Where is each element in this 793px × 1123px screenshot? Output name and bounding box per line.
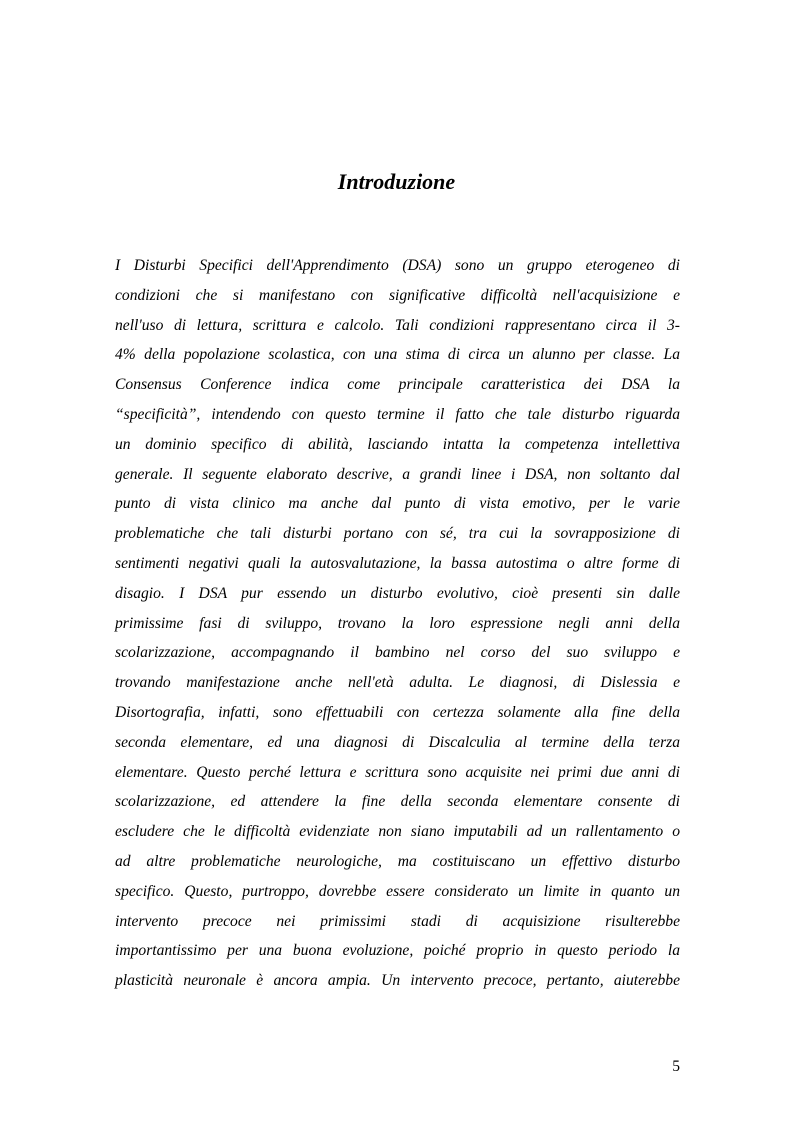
text-line: trovando manifestazione anche nell'età adulta. Le diagnosi, di Dislessia e (115, 674, 680, 692)
text-line: disagio. I DSA pur essendo un disturbo evolutivo, cioè presenti sin dalle (115, 584, 680, 602)
text-line: specifico. Questo, purtroppo, dovrebbe essere considerato un limite in quanto un (115, 882, 680, 900)
text-line: escludere che le difficoltà evidenziate non siano imputabili ad un rallentamento o (115, 823, 680, 841)
text-line: nell'uso di lettura, scrittura e calcolo. Tali condizioni rappresentano circa il 3- (115, 316, 680, 334)
text-line: importantissimo per una buona evoluzione, poiché proprio in questo periodo la (115, 942, 680, 960)
text-line: intervento precoce nei primissimi stadi di acquisizione risulterebbe (115, 912, 680, 930)
text-line: elementare. Questo perché lettura e scrittura sono acquisite nei primi due anni di (115, 763, 680, 781)
text-line: un dominio specifico di abilità, lasciando intatta la competenza intellettiva (115, 435, 680, 453)
text-line: problematiche che tali disturbi portano con sé, tra cui la sovrapposizione di (115, 525, 680, 543)
page-title: Introduzione (337, 169, 456, 194)
text-line: ad altre problematiche neurologiche, ma costituiscano un effettivo disturbo (115, 852, 680, 870)
text-line: scolarizzazione, ed attendere la fine della seconda elementare consente di (115, 793, 680, 811)
text-line: Consensus Conference indica come principale caratteristica dei DSA la (115, 376, 680, 394)
text-line: seconda elementare, ed una diagnosi di Discalculia al termine della terza (115, 733, 680, 751)
text-line: “specificità”, intendendo con questo termine il fatto che tale disturbo riguarda (115, 405, 680, 423)
text-line: condizioni che si manifestano con significative difficoltà nell'acquisizione e (115, 286, 680, 304)
page-number: 5 (672, 1058, 680, 1075)
text-line: Disortografia, infatti, sono effettuabili con certezza solamente alla fine della (115, 703, 680, 721)
text-line: primissime fasi di sviluppo, trovano la loro espressione negli anni della (115, 614, 680, 632)
body-paragraph (115, 256, 680, 1001)
text-line: plasticità neuronale è ancora ampia. Un intervento precoce, pertanto, aiuterebbe (115, 972, 680, 990)
text-line: I Disturbi Specifici dell'Apprendimento (DSA) sono un gruppo eterogeneo di (115, 257, 680, 274)
text-line: scolarizzazione, accompagnando il bambino nel corso del suo sviluppo e (115, 644, 680, 662)
text-line: 4% della popolazione scolastica, con una stima di circa un alunno per classe. La (115, 346, 680, 364)
text-line: punto di vista clinico ma anche dal punto di vista emotivo, per le varie (115, 495, 680, 513)
text-line: sentimenti negativi quali la autosvalutazione, la bassa autostima o altre forme di (115, 554, 680, 572)
text-line: generale. Il seguente elaborato descrive, a grandi linee i DSA, non soltanto dal (115, 465, 680, 483)
